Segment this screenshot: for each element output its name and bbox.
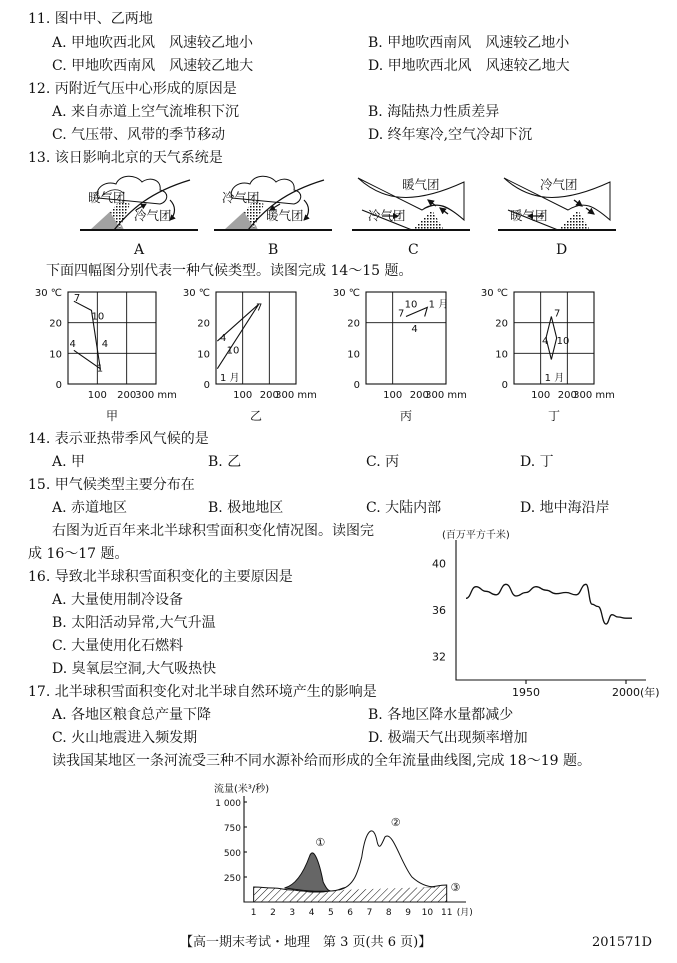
climate-xtick: 100 [233, 390, 253, 401]
q11-option-c[interactable]: C. 甲地吹西南风 风速较乙地大 [52, 58, 254, 74]
climate-chart-name: 甲 [105, 409, 119, 423]
climate-month-label: 10 [226, 345, 240, 357]
climate-month-label: 4 [69, 339, 76, 351]
flow-xtick: 6 [347, 908, 354, 918]
flow-xtick: 4 [308, 908, 315, 918]
q14-stem: 14. 表示亚热带季风气候的是 [28, 431, 209, 447]
flow-chart-svg [206, 780, 486, 930]
front-d-label-2: 暖气团 [510, 208, 548, 223]
q17-option-a[interactable]: A. 各地区粮食总产量下降 [52, 707, 212, 723]
q15-option-a[interactable]: A. 赤道地区 [52, 500, 128, 516]
flow-xtick: 5 [328, 908, 334, 918]
q12-option-a[interactable]: A. 来自赤道上空气流堆积下沉 [52, 104, 240, 120]
q17-stem: 17. 北半球积雪面积变化对北半球自然环境产生的影响是 [28, 684, 377, 700]
front-b-label-1: 冷气团 [222, 190, 260, 205]
flow-ytick: 250 [223, 874, 241, 884]
climate-xtick: 100 [383, 390, 403, 401]
climate-chart-4 [470, 284, 670, 424]
intro-16-17-b: 成 16～17 题。 [28, 546, 129, 562]
front-diagram-a[interactable] [80, 170, 200, 240]
snow-xtick: 1950 [512, 686, 540, 699]
snow-ytick: 40 [432, 557, 446, 571]
flow-xtick: 10 [421, 908, 434, 918]
flow-xtick: 8 [385, 908, 392, 918]
q11-option-a[interactable]: A. 甲地吹西北风 风速较乙地小 [52, 35, 254, 51]
q17-option-d[interactable]: D. 极端天气出现频率增加 [368, 730, 528, 746]
climate-xtick: 300 mm [135, 390, 177, 401]
front-b-letter: B [268, 242, 279, 258]
front-b-label-2: 暖气团 [266, 208, 304, 223]
snow-chart-svg [418, 526, 660, 699]
q16-option-d[interactable]: D. 臭氧层空洞,大气吸热快 [52, 661, 217, 677]
snow-ytick: 32 [432, 650, 446, 664]
front-c-label-1: 暖气团 [402, 177, 440, 192]
flow-xtick: 9 [405, 908, 411, 918]
flow-ytick: 750 [223, 824, 241, 834]
flow-area-2 [339, 831, 436, 890]
climate-month-label: 10 [91, 311, 105, 323]
climate-ytick: 10 [495, 349, 508, 361]
q16-option-c[interactable]: C. 大量使用化石燃料 [52, 638, 184, 654]
climate-month-label: 7 [554, 308, 561, 320]
front-c-letter: C [408, 242, 419, 258]
q15-option-c[interactable]: C. 大陆内部 [366, 500, 442, 516]
climate-month-label: 10 [404, 299, 418, 311]
footer-page-info: 【高一期末考试・地理 第 3 页(共 6 页)】 [180, 935, 432, 950]
flow-xtick: 2 [270, 908, 276, 918]
climate-chart-name: 乙 [249, 409, 263, 423]
q11-option-d[interactable]: D. 甲地吹西北风 风速较乙地大 [368, 58, 570, 74]
front-d-letter: D [556, 242, 568, 258]
climate-month-label: 7 [73, 293, 81, 305]
climate-ytick: 20 [495, 318, 508, 330]
climate-ytick: 30 ℃ [480, 288, 508, 299]
q16-option-a[interactable]: A. 大量使用制冷设备 [52, 592, 184, 608]
climate-month-label: 1 [96, 363, 104, 375]
q11-option-b[interactable]: B. 甲地吹西南风 风速较乙地小 [368, 35, 570, 51]
climate-axes-4 [514, 292, 594, 384]
q14-option-a[interactable]: A. 甲 [52, 454, 86, 470]
climate-month-label: 4 [220, 333, 227, 345]
q15-stem: 15. 甲气候类型主要分布在 [28, 477, 195, 493]
flow-ylabel: 流量(米³/秒) [214, 784, 270, 795]
flow-xtick: 3 [289, 908, 296, 918]
climate-xtick: 200 [259, 390, 279, 401]
climate-month-label: 7 [256, 302, 263, 314]
climate-ytick: 0 [203, 380, 210, 391]
flow-xunit: (月) [456, 908, 473, 918]
front-a-letter: A [134, 242, 145, 258]
flow-xtick: 11 [440, 908, 453, 918]
climate-ytick: 10 [347, 349, 360, 361]
q14-option-b[interactable]: B. 乙 [208, 454, 242, 470]
climate-ytick: 0 [501, 380, 508, 391]
climate-ytick: 20 [197, 318, 210, 330]
climate-month-label: 4 [101, 339, 109, 351]
climate-axes-1 [68, 292, 156, 384]
q12-stem: 12. 丙附近气压中心形成的原因是 [28, 81, 237, 97]
flow-series-marker: ③ [450, 881, 461, 894]
snow-xtick: 2000 [612, 686, 640, 699]
front-d-label-1: 冷气团 [540, 177, 578, 192]
q16-stem: 16. 导致北半球积雪面积变化的主要原因是 [28, 569, 293, 585]
flow-xtick: 1 [250, 908, 257, 918]
climate-ytick: 20 [347, 318, 360, 330]
front-a-label-1: 暖气团 [88, 190, 126, 205]
climate-ytick: 20 [49, 318, 62, 330]
climate-ytick: 10 [197, 349, 210, 361]
footer-code: 201571D [592, 935, 653, 950]
climate-ytick: 30 ℃ [34, 288, 62, 299]
climate-month-label: 1 月 [220, 372, 240, 384]
flow-ytick: 500 [223, 849, 241, 859]
climate-ytick: 30 ℃ [332, 288, 360, 299]
intro-16-17-a: 右图为近百年来北半球积雪面积变化情况图。读图完 [52, 523, 374, 539]
climate-xtick: 300 mm [573, 390, 615, 401]
climate-ytick: 30 ℃ [182, 288, 210, 299]
snow-axes [456, 540, 646, 680]
climate-xtick: 200 [557, 390, 577, 401]
q14-option-c[interactable]: C. 丙 [366, 454, 400, 470]
front-diagram-b[interactable] [214, 170, 334, 240]
climate-month-label: 7 [398, 308, 405, 320]
q12-option-c[interactable]: C. 气压带、风带的季节移动 [52, 127, 226, 143]
climate-xtick: 100 [87, 390, 107, 401]
flow-xtick: 7 [366, 908, 373, 918]
q17-option-b[interactable]: B. 各地区降水量都减少 [368, 707, 514, 723]
front-a-label-2: 冷气团 [134, 208, 172, 223]
climate-month-label: 4 [411, 323, 418, 335]
climate-ytick: 0 [353, 380, 360, 391]
climate-month-label: 1 月 [428, 299, 449, 311]
intro-18-19: 读我国某地区一条河流受三种不同水源补给而形成的全年流量曲线图,完成 18～19 题。 [52, 753, 591, 769]
q12-option-d[interactable]: D. 终年寒冷,空气冷却下沉 [368, 127, 533, 143]
flow-ytick: 1 000 [215, 799, 241, 809]
climate-xtick: 100 [531, 390, 551, 401]
q12-option-b[interactable]: B. 海陆热力性质差异 [368, 104, 500, 120]
climate-chart-name: 丁 [547, 409, 561, 423]
climate-month-label: 1 月 [544, 372, 565, 384]
climate-xtick: 200 [117, 390, 137, 401]
q17-option-c[interactable]: C. 火山地震进入频发期 [52, 730, 198, 746]
q14-option-d[interactable]: D. 丁 [520, 454, 554, 470]
climate-xtick: 300 mm [425, 390, 467, 401]
q13-stem: 13. 该日影响北京的天气系统是 [28, 150, 223, 166]
q15-option-b[interactable]: B. 极地地区 [208, 500, 284, 516]
flow-series-marker: ② [390, 816, 401, 829]
climate-chart-name: 丙 [399, 409, 413, 423]
flow-area-1 [285, 853, 331, 891]
climate-xtick: 300 mm [275, 390, 317, 401]
q15-option-d[interactable]: D. 地中海沿岸 [520, 500, 610, 516]
intro-14-15: 下面四幅图分别代表一种气候类型。读图完成 14～15 题。 [46, 263, 413, 279]
snow-xunit: (年) [640, 686, 660, 699]
snow-ylabel: (百万平方千米) [442, 530, 510, 541]
climate-ytick: 10 [49, 349, 62, 361]
flow-series-marker: ① [315, 836, 326, 849]
climate-month-label: 4 [542, 336, 549, 348]
front-c-label-2: 冷气团 [368, 208, 406, 223]
climate-xtick: 200 [409, 390, 429, 401]
climate-ytick: 0 [55, 380, 62, 391]
q11-stem: 11. 图中甲、乙两地 [28, 11, 153, 27]
q16-option-b[interactable]: B. 太阳活动异常,大气升温 [52, 615, 216, 631]
climate-month-label: 10 [556, 336, 570, 348]
snow-line [466, 584, 632, 624]
snow-ytick: 36 [432, 604, 446, 617]
